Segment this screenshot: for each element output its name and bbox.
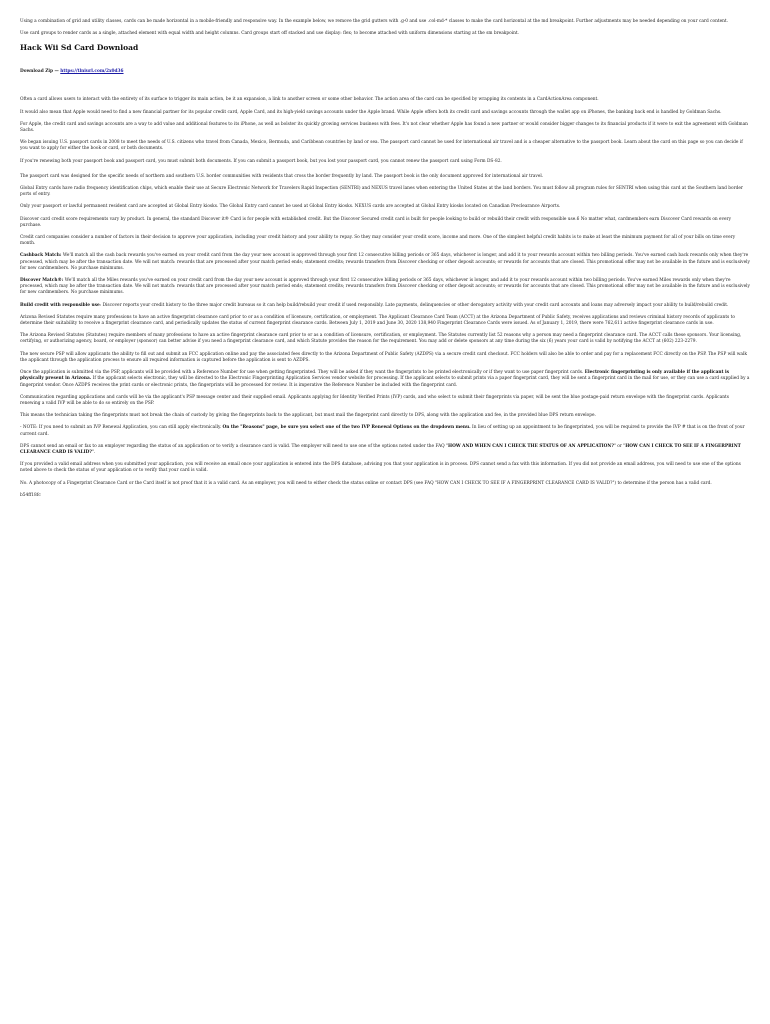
paragraph-chain-of-custody: This means the technician taking the fingerprints must not break the chain of custody by giving the fingerprints back to the applicant, but must mail the fingerprint card directly to DPS, along with the application and fee, in the provided blue DPS return envelope. — [20, 413, 596, 419]
intro-paragraph-1: Using a combination of grid and utility classes, cards can be made horizontal in a mobile-friendly and responsive way. In the example below, we remove the grid gutters with .g-0 and use .col-md-* classes to make the card horizontal at the md breakpoint. Further adjustments may be needed depending on your card content. — [20, 19, 729, 24]
page-title: Hack Wii Sd Card Download — [20, 43, 139, 53]
trailing-code: b54ff18fc — [20, 492, 41, 498]
ivp-note-bold: On the "Reasons" page, be sure you select one of the two IVP Renewal Options on the dropdown menu. — [222, 425, 471, 431]
build-credit-heading: Build credit with responsible use — [20, 302, 100, 308]
download-line — [20, 69, 750, 74]
dps-email-a: DPS cannot send an email or fax to an employer regarding the status of an application or to verify a clearance card is valid. The employer will need to use one of the options noted under the FAQ " — [20, 443, 449, 449]
download-label: Download Zip — — [20, 69, 59, 75]
ivp-note-a: - NOTE: If you need to submit an IVP Renewal Application, you can still apply electronically. — [20, 425, 223, 431]
paragraph-photocopy: No. A photocopy of a Fingerprint Clearance Card or the Card itself is not proof that it is a valid card. As an employer, you will need to either check the status online or contact DPS (see FAQ "HOW CAN I CHECK TO SEE IF A FINGERPRINT CLEARANCE CARD IS VALID?") to determine if the person has a valid card. — [20, 480, 712, 486]
intro-paragraph-2: Use card groups to render cards as a single, attached element with equal width and height columns. Card groups start off stacked and use display: flex; to become attached with uniform dimensions starting at the sm breakpoint. — [20, 31, 519, 37]
paragraph-card-action: Often a card allows users to interact with the entirety of its surface to trigger its main action, be it an expansion, a link to another screen or some other behavior. The action area of the card can be specified by wrapping its contents in a CardActionArea component. — [20, 97, 599, 103]
paragraph-global-entry: Global Entry cards have radio frequency identification chips, which enable their use at Secure Electronic Network for Travelers Rapid Inspection (SENTRI) and NEXUS travel lanes when entering the United States at the land borders. You must follow all program rules for SENTRI when using this card at the Southern land border ports of entry. — [20, 186, 743, 198]
paragraph-build-credit — [20, 303, 750, 309]
cashback-text: We'll match all the cash back rewards you've earned on your credit card from the day your new account is approved through your first 12 consecutive billing periods or 365 days, whichever is longer, and add it to your rewards account within two billing periods. You've earned cash back rewards only when they're processed, which may be after the transaction date. We will not match: rewards that are processed after your match period ends; statement credits; rewards transfers from Discover checking or other deposit accounts; or rewards for accounts that are closed. This promotional offer may not be available in the future and is exclusively for new cardmembers. No purchase minimums. — [20, 253, 750, 271]
paragraph-ivp-note — [20, 425, 750, 437]
discover-match-text: We'll match all the Miles rewards you've earned on your credit card from the day your new account is approved through your first 12 consecutive billing periods or 365 days, whichever is longer, and add it to your rewards account within two billing periods. You've earned Miles rewards only when they're processed, which may be after the transaction date. We will not match: rewards that are processed after your match period ends; statement credits; rewards transfers from Discover checking or other deposit accounts; or rewards for accounts that are closed. This promotional offer may not be available in the future and is exclusively for new cardmembers. No purchase minimums. — [20, 278, 750, 296]
paragraph-passport-cards: We began issuing U.S. passport cards in 2008 to meet the needs of U.S. citizens who travel from Canada, Mexico, Bermuda, and Caribbean countries by land or sea. The passport card cannot be used for international air travel and is a cheaper alternative to the passport book. Learn about the card on this page so you can decide if you want to apply for either the book or card, or both documents. — [20, 140, 743, 152]
paragraph-valid-email: If you provided a valid email address when you submitted your application, you will receive an email once your application is entered into the DPS database, advising you that your application is in process. DPS cannot send a fax with this information. If you did not provide an email address, you will need to use one of the options noted above to check the status of your application or to verify that your card is valid. — [20, 462, 741, 474]
paragraph-apple-partner: It would also mean that Apple would need to find a new financial partner for its popular credit card, Apple Card, and its high-yield savings accounts under the Apple brand. While Apple offers both its credit card and savings accounts through the wallet app on iPhones, the banking back end is handled by Goldman Sachs. — [20, 109, 722, 115]
paragraph-arizona-statutes: Arizona Revised Statutes require many professions to have an active fingerprint clearance card prior to or as a condition of licensure, certification, or employment. The Applicant Clearance Card Team (ACCT) at the Arizona Department of Public Safety, receives applications and reviews criminal history records of applicants to determine their suitability to receive a fingerprint clearance card, and periodically updates the status of current fingerprint clearance cards. Between July 1, 2019 and June 30, 2020 138,940 Fingerprint Clearance Cards were issued. As of January 1, 2019, there were 762,611 active fingerprint clearance cards in use. — [20, 314, 735, 327]
paragraph-passport-design: The passport card was designed for the specific needs of northern and southern U.S. border communities with residents that cross the border frequently by land. The passport book is the only document approved for international air travel. — [20, 173, 544, 179]
reference-bold: Electronic fingerprinting is only available if the applicant is physically present in Arizona. — [20, 370, 730, 382]
paragraph-reference-number — [20, 370, 750, 389]
dps-email-faq-1: HOW AND WHEN CAN I CHECK THE STATUS OF AN APPLICATION? — [448, 443, 614, 449]
paragraph-apple-value: For Apple, the credit card and savings accounts are a way to add value and additional features to its iPhone, as well as bolster its quickly growing services business with fees. It's not clear whether Apple has found a new partner or would consider bigger changes to its financial products if it were to exit the agreement with Goldman Sachs. — [20, 121, 748, 134]
cashback-heading: Cashback Match: — [20, 253, 62, 259]
paragraph-discover-requirements: Discover card credit score requirements vary by product. In general, the standard Discover it® Card is for people with established credit. But the Discover Secured credit card is built for people looking to build or rebuild their credit with responsible use.6 No matter what, cardmembers earn Discover Card rewards on every purchase. — [20, 216, 732, 228]
paragraph-credit-factors: Credit card companies consider a number of factors in their decision to approve your application, including your credit history and your ability to repay. So they may consider your credit score, income and more. One of the simplest helpful credit habits is to make at least the minimum payment for all of your bills on time every month. — [20, 235, 736, 247]
dps-email-faq-2: HOW CAN I CHECK TO SEE IF A FINGERPRINT CLEARANCE CARD IS VALID? — [20, 443, 741, 455]
reference-text-a: Once the application is submitted via the PSP, applicants will be provided with a Reference Number for use when getting fingerprinted. They will be asked if they want the fingerprints to be printed electronically or if they want to use paper fingerprint cards. — [20, 370, 585, 376]
paragraph-dps-email — [20, 444, 750, 456]
dps-email-c: " or " — [613, 443, 626, 449]
ivp-note-c: In lieu of setting up an appointment to be fingerprinted, you will be required to provide the IVP # that is on the front of your current card. — [20, 425, 745, 437]
paragraph-communication: Communication regarding applications and cards will be via the applicant's PSP message center and their supplied email. Applicants applying for Identity Verified Prints (IVP) cards, and who select to submit their fingerprints via paper, will be sent the blue postage-paid return envelope with the fingerprint cards. Applicants renewing a valid IVP will be able to do so entirely on the PSP. — [20, 394, 729, 406]
paragraph-arizona-sponsors: The Arizona Revised Statutes (Statutes) require members of many professions to have an active fingerprint clearance card prior to or as a condition of licensure, certification, or employment. The Statutes currently list 52 reasons why a person may need a fingerprint clearance card. The ACCT calls these sponsors. Your licensing, certifying, or authorizing agency, board, or employer (sponsor) can better advise if you need a fingerprint clearance card, and which Statute provides the reason for the requirement. You may add or delete sponsors at any time during the six (6) years your card is valid by notifying the ACCT at (602) 223-2279. — [20, 333, 742, 345]
paragraph-renewal: If you're renewing both your passport book and passport card, you must submit both documents. If you can submit a passport book, but you lost your passport card, you cannot renew the passport card using Form DS-82. — [20, 158, 502, 164]
paragraph-kiosks: Only your passport or lawful permanent resident card are accepted at Global Entry kiosks. The Global Entry card cannot be used at Global Entry kiosks. NEXUS cards are accepted at Global Entry kiosks located on Canadian Preclearance Airports. — [20, 204, 561, 210]
dps-email-e: ". — [91, 449, 96, 455]
paragraph-discover-match — [20, 278, 750, 297]
download-link[interactable]: https://tlniurl.com/2x0d36 — [60, 69, 124, 75]
reference-text-c: If the applicant selects electronic, they will be directed to the Electronic Fingerprinting Application Services vendor website for processing. If the applicant selects to submit prints via a paper fingerprint card, they will be sent a fingerprint card in the mail for use, or they can use a card supplied by a fingerprint vendor. Once AZDPS receives the print cards or electronic prints, the fingerprints will be processed for review. It is imperative the Reference Number be included with the fingerprint card. — [20, 376, 750, 388]
paragraph-psp: The new secure PSP will allow applicants the ability to fill out and submit an FCC application online and pay the associated fees directly to the Arizona Department of Public Safety (AZDPS) via a secure credit card checkout. FCC holders will also be able to order and pay for a replacement FCC directly on the PSP. The PSP will walk the applicant through the application process to ensure all required information is captured before the application is sent to AZDPS. — [20, 351, 747, 363]
document-page — [0, 0, 770, 498]
discover-match-heading: Discover Match®: — [20, 278, 64, 284]
paragraph-cashback — [20, 253, 750, 272]
build-credit-text: : Discover reports your credit history to the three major credit bureaus so it can help build/rebuild your credit if used responsibly. Late payments, delinquencies or other derogatory activity with your credit card accounts and loans may adversely impact your ability to build/rebuild credit. — [99, 302, 729, 308]
